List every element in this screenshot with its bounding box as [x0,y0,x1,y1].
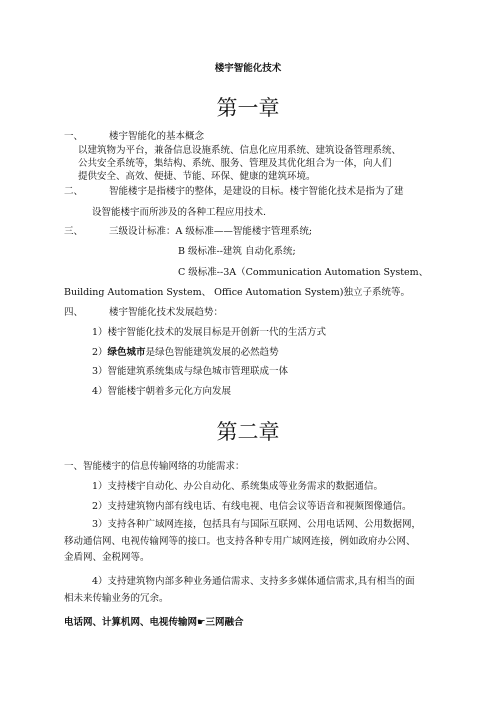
chapter-2-heading: 第二章 [216,420,280,444]
trend-point [92,386,231,398]
requirement-paragraph: 2）支持建筑物内部有线电话、有线电视、电信会议等语音和视频图像通信。 [92,501,412,512]
chapter-1-heading: 第一章 [216,96,280,120]
item-2-number: 二、 [64,186,84,197]
item-1-body-line: 公共安全系统等，集结构、系统、服务、管理及其优化组合为一体，向人们 [78,158,392,169]
item-4-title: 楼宇智能化技术发展趋势： [109,307,224,318]
item-4-number: 四、 [64,307,84,318]
item-3-number: 三、 [64,226,84,237]
item-1-body-line: 提供安全、高效、便捷、节能、环保、健康的建筑环境。 [78,171,316,182]
item-3-line: C 级标准--3A（Communication Automation System、 [178,267,429,278]
item-1-number: 一、 [64,131,84,142]
trend-point-prefix: 2） [92,347,108,358]
closing-statement: 电话网、计算机网、电视传输网☛三网融合 [64,617,244,628]
trend-point [92,327,326,339]
item-1-body-line: 以建筑物为平台，兼备信息设施系统、信息化应用系统、建筑设备管理系统、 [78,145,402,156]
trend-point-text: 4）智能楼宇朝着多元化方向发展 [92,386,232,397]
trend-point [92,347,279,359]
trend-point-text: 3）智能建筑系统集成与绿色城市管理联成一体 [92,366,289,377]
requirement-paragraph: 1）支持楼宇自动化、办公自动化、系统集成等业务需求的数据通信。 [92,481,384,492]
item-3-line: B 级标准--建筑 自动化系统; [178,246,296,257]
trend-point-suffix: 是绿色智能建筑发展的必然趋势 [145,347,279,358]
trend-point-emphasis: 绿色城市 [107,347,146,358]
item-3-line: Building Automation System、 Office Automation System)独立子系统等。 [64,287,410,298]
requirement-paragraph: 3）支持各种广域网连接，包括具有与国际互联网、公用电话网、公用数据网，移动通信网、电视传输网等的接口。也支持各种专用广域网连接，例如政府办公网、金盾网、金税网等。 [64,519,422,563]
item-2-line: 智能楼宇是指楼宇的整体，是建设的目标。楼宇智能化技术是指为了建 [109,186,404,197]
item-1-title: 楼宇智能化的基本概念 [109,131,205,142]
item-2-line: 设智能楼宇而所涉及的各种工程应用技术. [92,207,267,218]
trend-point [92,366,288,378]
requirement-paragraph: 4）支持建筑物内部多种业务通信需求、支持多多媒体通信需求,具有相当的面相未来传输业务的冗余。 [64,576,415,604]
document-title: 楼宇智能化技术 [214,63,282,74]
item-3-line: 三级设计标准：A 级标准——智能楼宇管理系统; [109,226,313,237]
chapter-2-intro: 一、智能楼宇的信息传输网络的功能需求： [64,461,245,472]
trend-point-text: 1）楼宇智能化技术的发展目标是开创新一代的生活方式 [92,327,327,338]
